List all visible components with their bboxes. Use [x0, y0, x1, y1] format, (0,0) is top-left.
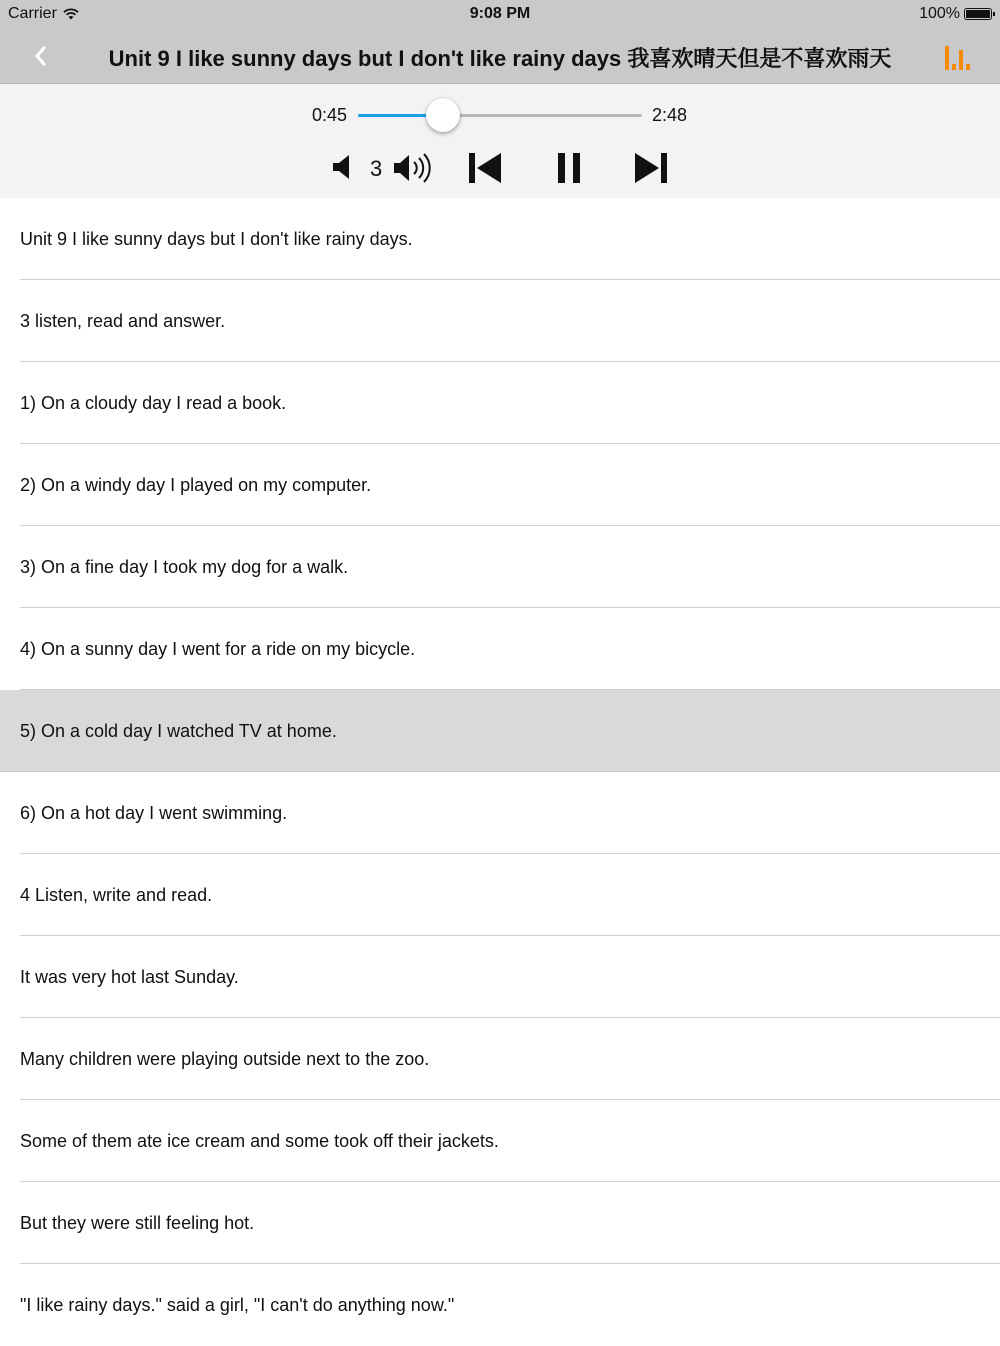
list-item[interactable]: [0, 526, 1000, 608]
carrier-label: Carrier: [8, 5, 57, 22]
list-item[interactable]: [0, 198, 1000, 280]
list-item[interactable]: [0, 444, 1000, 526]
status-time: 9:08 PM: [469, 5, 531, 22]
current-time: 0:45: [312, 105, 348, 125]
list-item-text: Unit 9 I like sunny days but I don't like rainy days.: [20, 228, 413, 249]
equalizer-icon: [942, 42, 976, 72]
list-item[interactable]: [0, 1182, 1000, 1264]
progress-slider[interactable]: [358, 98, 642, 132]
skip-previous-icon: [466, 150, 504, 186]
list-item[interactable]: [0, 772, 1000, 854]
list-item-text: Some of them ate ice cream and some took off their jackets.: [20, 1130, 499, 1151]
chevron-left-icon: [26, 42, 56, 70]
list-item[interactable]: [0, 854, 1000, 936]
list-item-text: 4 Listen, write and read.: [20, 884, 213, 905]
list-item-text: 3 listen, read and answer.: [20, 310, 226, 331]
list-item[interactable]: [0, 280, 1000, 362]
pause-button[interactable]: [554, 150, 584, 186]
list-item-text: 2) On a windy day I played on my computer.: [20, 474, 372, 495]
navigation-bar: [0, 28, 1000, 84]
next-button[interactable]: [632, 150, 670, 186]
volume-down-button[interactable]: [330, 152, 354, 182]
list-item-text: It was very hot last Sunday.: [20, 966, 239, 987]
list-item-text: 1) On a cloudy day I read a book.: [20, 392, 287, 413]
list-item-text: 3) On a fine day I took my dog for a walk.: [20, 556, 349, 577]
list-item-text: Many children were playing outside next to the zoo.: [20, 1048, 430, 1069]
list-item[interactable]: [0, 936, 1000, 1018]
list-item-text: But they were still feeling hot.: [20, 1212, 255, 1233]
list-item-text: 5) On a cold day I watched TV at home.: [20, 720, 337, 741]
list-item[interactable]: [0, 608, 1000, 690]
list-item[interactable]: [0, 690, 1000, 772]
skip-next-icon: [632, 150, 670, 186]
volume-level: 3: [370, 156, 383, 181]
list-item[interactable]: [0, 1100, 1000, 1182]
sentence-list: [0, 198, 1000, 1346]
equalizer-button[interactable]: [942, 42, 976, 72]
previous-button[interactable]: [466, 150, 504, 186]
back-button[interactable]: [26, 42, 56, 70]
total-time: 2:48: [652, 105, 688, 125]
slider-thumb[interactable]: [426, 98, 460, 132]
volume-up-icon: [392, 150, 434, 186]
list-item[interactable]: [0, 1018, 1000, 1100]
list-item-text: 4) On a sunny day I went for a ride on my bicycle.: [20, 638, 416, 659]
battery-icon: [964, 8, 992, 20]
battery-percent: 100%: [919, 5, 960, 22]
page-title: Unit 9 I like sunny days but I don't like rainy days 我喜欢晴天但是不喜欢雨天: [108, 46, 892, 71]
status-bar: [0, 0, 1000, 28]
volume-up-button[interactable]: [392, 150, 434, 186]
list-item[interactable]: [0, 362, 1000, 444]
battery-status: [919, 5, 992, 23]
audio-player: [0, 84, 1000, 198]
volume-down-icon: [330, 152, 354, 182]
pause-icon: [554, 150, 584, 186]
list-item-text: "I like rainy days." said a girl, "I can't do anything now.": [20, 1294, 455, 1315]
list-item-text: 6) On a hot day I went swimming.: [20, 802, 288, 823]
